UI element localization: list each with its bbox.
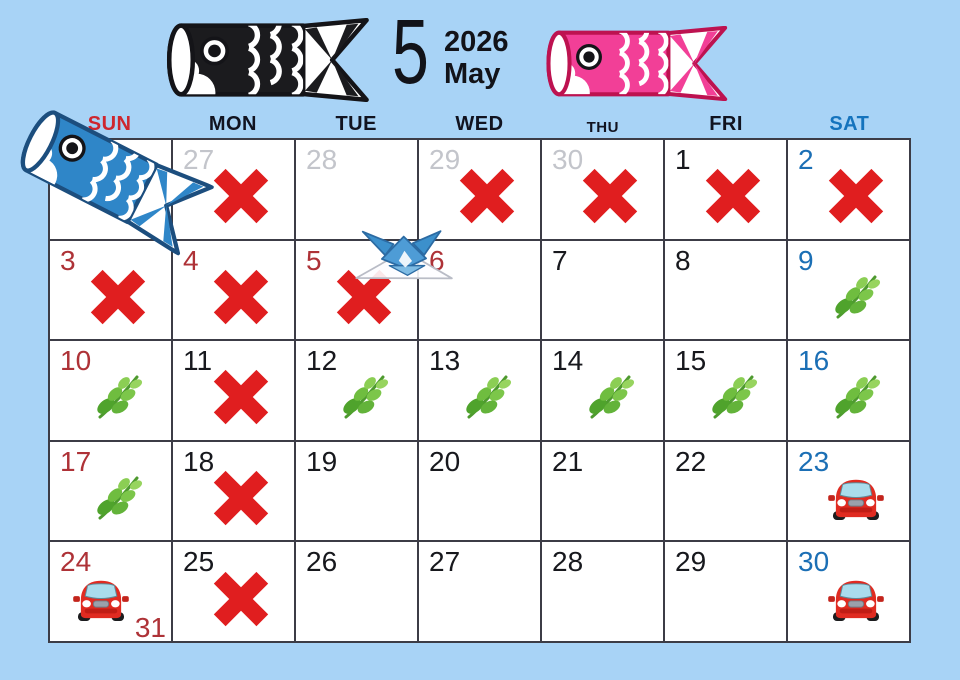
calendar-cell [296,341,417,440]
x-mark [212,570,270,628]
date-number: 18 [183,445,215,477]
calendar-cell [419,442,540,541]
calendar-cell [542,241,663,340]
date-number: 15 [675,345,707,377]
weekday-row [48,106,911,136]
date-number: 19 [306,445,338,477]
date-number: 22 [675,445,707,477]
leaf-mark [89,368,147,426]
calendar-cell [173,542,294,641]
x-mark-icon [581,167,639,225]
red-car-icon [828,475,884,521]
date-number: 11 [183,345,213,377]
calendar-cell [542,341,663,440]
black-koinobori-icon [162,18,372,102]
leaf-mark [335,368,393,426]
calendar-cell [50,341,171,440]
calendar-cell [788,241,909,340]
date-number: 30 [552,144,584,175]
herb-leaf-icon [708,372,758,422]
x-mark [827,167,885,225]
date-number: 14 [552,345,584,377]
date-number: 3 [60,244,76,276]
date-number: 24 [60,546,92,578]
herb-leaf-icon [339,372,389,422]
calendar-cell [173,241,294,340]
calendar-cell [50,542,171,641]
calendar-cell [788,442,909,541]
x-mark-icon [212,570,270,628]
date-number: 29 [675,546,707,578]
calendar-cell [173,442,294,541]
car-mark [827,469,885,527]
herb-leaf-icon [831,372,881,422]
date-number: 8 [675,244,691,276]
leaf-mark [827,368,885,426]
secondary-date-number: 31 [134,611,166,643]
leaf-mark [458,368,516,426]
date-number: 1 [675,144,691,175]
x-mark-icon [212,268,270,326]
date-number: 9 [798,244,814,276]
date-number: 13 [429,345,461,377]
x-mark [458,167,516,225]
date-number: 5 [306,244,322,276]
calendar-cell [665,542,786,641]
calendar-cell [419,542,540,641]
leaf-mark [827,268,885,326]
leaf-mark [581,368,639,426]
date-number: 6 [429,244,445,276]
date-number: 21 [552,445,584,477]
x-mark [581,167,639,225]
x-mark-icon [212,167,270,225]
weekday-label-wed: WED [455,113,504,135]
calendar-cell [50,241,171,340]
calendar-cell [542,542,663,641]
x-mark [89,268,147,326]
date-number: 27 [429,546,461,578]
date-number: 2 [798,144,814,175]
x-mark-icon [212,469,270,527]
date-number: 10 [60,345,92,377]
calendar-cell [419,341,540,440]
weekday-label-thu: THU [586,119,619,136]
date-number: 28 [306,144,338,175]
kabuto-helmet-icon [348,221,457,292]
date-number: 23 [798,445,830,477]
date-number: 4 [183,244,199,276]
calendar-cell [788,542,909,641]
calendar-cell [788,341,909,440]
calendar-cell [296,442,417,541]
year-label: 2026 [444,26,509,58]
x-mark-icon [458,167,516,225]
date-number: 30 [798,546,830,578]
calendar-cell [50,442,171,541]
leaf-mark [89,469,147,527]
red-car-icon [73,576,129,622]
x-mark [212,469,270,527]
weekday-label-sat: SAT [829,113,870,135]
date-number: 7 [552,244,568,276]
car-mark [827,570,885,628]
weekday-label-fri: FRI [709,113,743,135]
date-number: 17 [60,445,92,477]
calendar-cell [173,341,294,440]
calendar-cell [788,140,909,239]
herb-leaf-icon [585,372,635,422]
car-mark [72,570,130,628]
calendar-cell [296,542,417,641]
x-mark [212,167,270,225]
calendar-cell [542,442,663,541]
x-mark-icon [827,167,885,225]
x-mark-icon [704,167,762,225]
calendar-cell [665,341,786,440]
title-block [444,26,509,91]
herb-leaf-icon [831,272,881,322]
weekday-label-tue: TUE [335,113,377,135]
herb-leaf-icon [93,473,143,523]
x-mark [212,268,270,326]
weekday-label-sun: SUN [87,113,132,135]
x-mark-icon [212,368,270,426]
pink-koinobori-icon [542,26,730,101]
herb-leaf-icon [93,372,143,422]
calendar-cell [665,241,786,340]
calendar-cell [665,442,786,541]
x-mark [212,368,270,426]
herb-leaf-icon [462,372,512,422]
weekday-label-mon: MON [208,113,257,135]
calendar-cell [665,140,786,239]
month-number: 5 [392,1,429,103]
month-name-label: May [444,58,501,91]
date-number: 28 [552,546,584,578]
date-number: 20 [429,445,461,477]
x-mark-icon [89,268,147,326]
x-mark [704,167,762,225]
date-number: 27 [183,144,215,175]
date-number: 26 [306,546,338,578]
calendar-cell [542,140,663,239]
date-number: 29 [429,144,461,175]
date-number: 12 [306,345,338,377]
leaf-mark [704,368,762,426]
red-car-icon [828,576,884,622]
date-number: 16 [798,345,830,377]
date-number: 25 [183,546,215,578]
